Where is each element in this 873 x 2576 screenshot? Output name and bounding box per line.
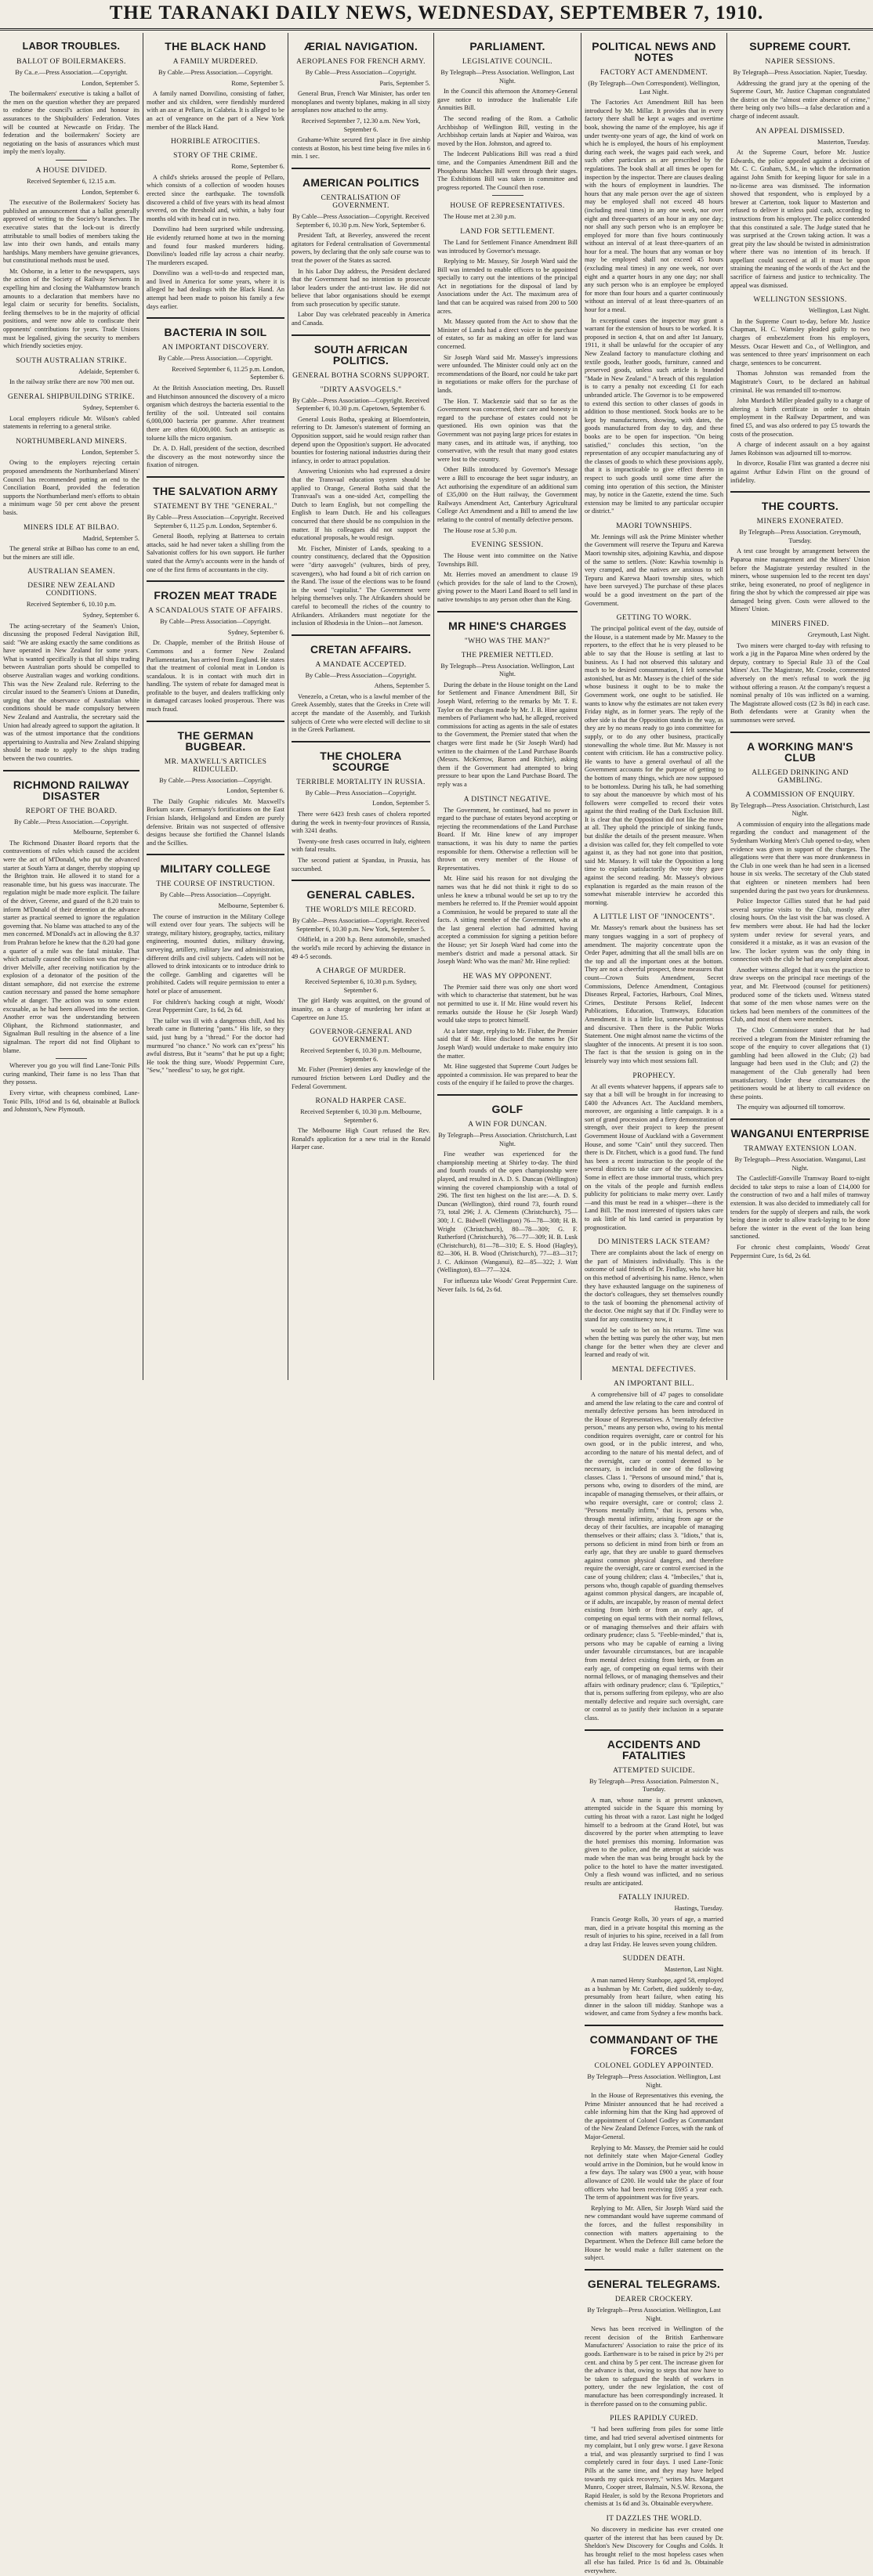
subhead-governor: GOVERNOR-GENERAL AND GOVERNMENT. — [310, 1028, 412, 1045]
paragraph: The Factories Act Amendment Bill has been introduced by Mr. Millar. It provides that in every factory there shall be kept a wages and overtime book, showing the name of the employee, his age if under twenty-one years of age, the kind of work on which he is employed, the hours of his employment during each week, the wages paid each week, and such other particulars as are prescribed by the regulations. The book shall at all times be open for inspection by the inspector. There are clauses dealing with the hours of employment in laundries. The hours that any male person over the age of sixteen may be employed shall not exceed 48 hours (including meal times) in any one week, nor over eight and three-quarters of an hour in any one day; nor shall any such person who is an employee be employed for more than five hours continuously without an interval of at least three-quarters of an hour for a meal. The hours that any woman or boy may be employed shall not exceed 45 hours (excluding meal times) in any one week, nor over eight and a quarter hours in any one day; nor shall any such person who is an employee be employed for more than four hours and a quarter continuously without an interval of at least three-quarters of an hour for a meal. — [585, 99, 723, 314]
paragraph: A charge of indecent assault on a boy against James Robinson was adjourned till to-morrow. — [730, 441, 870, 457]
dateline: Rome, September 5. — [231, 79, 284, 87]
paragraph: The executive of the Boilermakers' Society has published an announcement that a ballot generally approved of writing to the Society's branches. The executive states that the lock-out is directly attributable to small bodies of members taking the law into their own hands, and entails many hardships. Many members have genuine grievances, but constitutional methods must be used. — [3, 199, 139, 265]
paragraph: There were 6423 fresh cases of cholera reported during the week in twenty-four provinces of Russia, with 3241 deaths. — [292, 811, 430, 835]
byline: By Cable—Press Association—Copyright. Received September 6, 10.30 p.m. Capetown, September 6. — [292, 396, 429, 413]
paragraph: In the House of Representatives this evening, the Prime Minister announced that he had received a cable informing him that the King had approved of the appointment of Colonel Godley as Commandant of the New Zealand Defence Forces, with the rank of Major-General. — [585, 2092, 723, 2141]
section-divider — [147, 854, 284, 855]
paragraph: The Castlecliff-Gonville Tramway Board to-night decided to take steps to raise a loan of £14,000 for the construction of two and a half miles of tramway extension. It was also decided to immediately call for tenders for the supply of sleepers and rails, the work being done in order to allow track-laying to be done before the winter in the event of the loan being sanctioned. — [730, 1175, 870, 1241]
dateline: London, September 6. — [226, 787, 284, 795]
subhead-centralisation: CENTRALISATION OF GOVERNMENT. — [321, 193, 401, 210]
subhead-innocents: A LITTLE LIST OF "INNOCENTS". — [592, 913, 715, 922]
section-divider — [292, 880, 430, 881]
paragraph: Mr. Fischer, Minister of Lands, speaking to a country constituency, declared that the Opposition were "dirty aasvogels" (vultures, birds of prey, scavengers), who had found a bit of rich carrion on the Rand. The issue of the elections was to be found in the word "capitalist." The Government were helping themselves only. The Afrikanders should be careful to becomeall the riches of the country to Afrikanders. Afrikanders must negotiate for the inclusion of Rhodesia in the Union—not Jameson. — [292, 544, 430, 627]
paragraph: The Hon. T. Mackenzie said that so far as the Government was concerned, their care and honesty in regard to the purchase of estates could not be questioned. His own opinion was that the Government was not paying large prices for estates in many cases, and its attitude was, if anything, too conservative, with the result that many good estates were lost to the country. — [437, 397, 578, 463]
paragraph: Police Inspector Gillies stated that he had paid several surprise visits to the Club, mostly after closing hours. On the last visit the bar was closed. A few members were about. He had had the locker system under review for several years, and considered it a mistake, as it was an evasion of the law. The locker system was the only thing in connection with the club he had any complaint about. — [730, 898, 870, 963]
byline: By Cable—Press Association—Copyright. Received September 6, 10.30 p.m. New York, September 5. — [292, 917, 429, 933]
headline-hine-charges: MR HINE'S CHARGES — [448, 619, 567, 632]
subhead-aasvogels: "DIRTY AASVOGELS." — [320, 385, 402, 394]
byline: By Telegraph—Press Association. Palmerston N., Tuesday. — [589, 1777, 719, 1794]
headline-general-cables: GENERAL CABLES. — [306, 888, 415, 901]
paragraph: Mr. Osborne, in a letter to the newspapers, says the action of the Society of Railway Servants in expelling him and closing the Walthamstow branch amounts to a declaration that members have no legal claim or security for benefits. Socialists, feeling themselves to be in the majority of official positions, and were now able to confiscate their opponents' contributions for years. Trade Unions must be legalised, giving the security to members which friendly societies enjoy. — [3, 267, 139, 350]
subhead-mortality: TERRIBLE MORTALITY IN RUSSIA. — [296, 778, 426, 786]
advert-text: For chronic chest complaints, Woods' Great Peppermint Cure, 1s 6d, 2s 6d. — [730, 1243, 870, 1259]
column-6 — [727, 33, 873, 1382]
subhead-crockery: DEARER CROCKERY. — [614, 2295, 694, 2303]
paragraph: General Brun, French War Minister, has order ten monoplanes and twenty biplanes, making in all sixty aeroplanes now attached to the army. — [292, 90, 430, 114]
paragraph: Venezelo, a Cretan, who is a lawful member of the Greek Assembly, states that the Greeks in Crete will accept the mandate of the Assembly, and Turkish subjects of Crete who were elected will decline to sit in the Greek Parliament. — [292, 692, 430, 734]
byline: By Cable—Press Association—Copyright. Received September 6, 11.25 p.m. London, September 6. — [147, 513, 284, 529]
divider — [492, 195, 523, 196]
paragraph: Mr. Massey quoted from the Act to show that the Minister of Lands had a direct voice in the purchase of estates, so far as making an offer for land was concerned. — [437, 318, 578, 351]
headline-south-african-politics: SOUTH AFRICAN POLITICS. — [313, 342, 408, 367]
paragraph: The enquiry was adjourned till tomorrow. — [737, 1104, 846, 1111]
divider — [56, 160, 87, 161]
paragraph: Oldfield, in a 200 h.p. Benz automobile, smashed the world's mile record by achieving the distance in 49 4-5 seconds. — [292, 936, 430, 960]
subhead-desire-nz: DESIRE NEW ZEALAND CONDITIONS. — [27, 582, 115, 598]
paragraph: The Indecent Publications Bill was read a third time, and the Companies Amendment Bill and the Phosphorus Matches Bill went through their stages. The Exhibitions Bill was taken in committee and progress reported. The Council then rose. — [437, 150, 578, 191]
section-divider — [437, 611, 578, 612]
advert-text: "I had been suffering from piles for some little time, and had tried several advertised ointments for my complaint, but I only grew worse. I gave Rexona a trial, and was pleasantly surprised to find I was completely cured in four days. I used Lane-Tonic Pills at the same time, and they may have helped towards my quick recovery," writes Mrs. Margaret Munro, Cooper street, Balmain, N.S.W. Rexona, the Rapid Healer, is sold by the Rexona Proprietors and chemists at 1s 6d and 3s. Obtainable everywhere. — [585, 2426, 723, 2508]
byline: (By Telegraph—Own Correspondent). Wellington, Last Night. — [588, 80, 720, 96]
masthead: THE TARANAKI DAILY NEWS, WEDNESDAY, SEPTEMBER 7, 1910. — [0, 0, 873, 31]
paragraph: Grahame-White secured first place in five airship contests at Boston, his best time being five miles in 6 min. 1 sec. — [292, 136, 430, 161]
subhead-mandate: A MANDATE ACCEPTED. — [315, 660, 407, 669]
dateline: Rome, September 6. — [231, 163, 284, 171]
dateline: Sydney, September 6. — [227, 628, 284, 636]
advert-text: The tailor was ill with a dangerous chill, And his breath came in fluttering "pants." His life, so they said, just hung by a "thread." For the doctor had murmured "no chance." No work can ex"press" his awful distress, But it "seams" that he put up a fight; He took the thing sure, Woods' Peppermint Cure, "Sew," "needless" to say, he got right. — [147, 1017, 284, 1075]
subhead-sudden-death: SUDDEN DEATH. — [622, 1955, 686, 1964]
paragraph: A man, whose name is at present unknown, attempted suicide in the Square this morning by cutting his throat with a razor. Last night he lodged himself to a bedroom at the Grand Hotel, but was discovered by the porter when attempting to leave the hotel premises this morning. Information was given to the police, and the attempt at suicide was made when the man was being brought back by the police to the hotel to have the matter investigated. Only a flesh wound was inflicted, and no serious results are anticipated. — [585, 1796, 723, 1887]
paragraph: President Taft, at Beverley, answered the recent agitators for Federal centralisation of Governmental powers, by declaring that the only safe course was to treat the power of the States as sacred. — [292, 232, 430, 264]
subhead-tramway: TRAMWAY EXTENSION LOAN. — [744, 1144, 857, 1153]
headline-general-telegrams: GENERAL TELEGRAMS. — [587, 2277, 721, 2290]
subhead-ballot: BALLOT OF BOILERMAKERS. — [16, 58, 126, 66]
paragraph: Mr. Massey's remark about the business has set many tongues wagging in a sort of prophecy of amendment. The majority concentrate upon the Order Paper, admitting that all the small bills are on the top and all the important ones at the bottom. They are not a cheerful prospect, these measures that count—Crown Suits Amendment, Secret Commissions, Defence Amendment, Contagious Diseases Repeal, Factories, Harbours, Coal Mines, Crimes, Destitute Persons Relief, Indecent Publications, Education, Tramways, Education Amendment. It is a little list, somewhat portentous and discursive. Then there is the Public Works Statement. One might almost name the victims of the slaughter of the innocents. At present it is too soon. The fact is that the session is going on in the leisurely way into which most sessions fall. — [585, 924, 723, 1064]
byline: By Telegraph—Press Association. Wellington, Last Night. — [587, 2306, 721, 2322]
byline: By Cable.—Press Association.—Copyright. — [158, 355, 273, 363]
dateline: Masterton, Tuesday. — [817, 138, 870, 146]
subhead-evening: EVENING SESSION. — [471, 541, 544, 550]
subhead-house-divided: A HOUSE DIVIDED. — [35, 166, 107, 175]
section-divider — [730, 732, 870, 733]
paragraph: At the Supreme Court, before Mr. Justice Edwards, the police appealed against a decision of Mr. C. C. Graham, S.M., in which the information against John Smith for keeping liquor for sale in a no-license area was dismissed. The information showed that respondent, who is employed by a brewer at Carterton, took liquor to Masterton and refused to deliver it unless paid cash, according to instructions from his employer. The police contended that this constituted a sale. The Judge stated that he was surprised at the Crown taking action. It was a great pity the law should be twisted in administration where there was no intention of its breach. If appellant could succeed at all it must be upon straining the meaning of the words of the Act and the sacrifice of fairness and justice to technicality. The appeal was dismissed. — [730, 149, 870, 289]
paragraph: The general strike at Bilbao has come to an end, but the miners are still idle. — [3, 545, 139, 561]
advert-text: Every virtue, with cheapness combined, Lane-Tonic Pills, 10½d and 1s 6d, obtainable at Bullock and Johnston's, New Plymouth. — [3, 1089, 139, 1114]
paragraph: Fine weather was experienced for the championship meeting at Shirley to-day. The third and fourth rounds of the open championship were played, and resulted in A. D. S. Duncan (Wellington) winning the covered championship with a total of 296. The first ten highest on the list are:—A. D. S. Duncan (Wellington), third round 73, fourth round 73, total 296; J. A. Clements (Christchurch), 75—300; J. C. Bidwell (Wellington) 76—78—308; H. B. Wright (Christchurch), 80—78—309; G. F. Rutherford (Christchurch), 76—77—309; H. B. Lusk (Christchurch), 81—78—310; E. S. Hood (Hagley), 82—306, H. B. Wood (Christchurch), 77—83—317; J. C. Atkinson (Wanganui), 82—85—322; J. Watt (Wellington), 83—77—324. — [437, 1151, 578, 1274]
dateline: Received September 6, 12.15 a.m. — [27, 177, 116, 185]
dateline: London, September 5. — [372, 800, 430, 807]
subhead-sa-strike: SOUTH AUSTRALIAN STRIKE. — [16, 356, 127, 365]
headline-labor-troubles: LABOR TROUBLES. — [22, 41, 121, 52]
subhead-steam: DO MINISTERS LACK STEAM? — [598, 1238, 710, 1247]
section-divider — [292, 634, 430, 636]
subhead-who-was-man: "WHO WAS THE MAN?" — [464, 637, 551, 645]
column-2 — [143, 33, 288, 1382]
section-divider — [147, 721, 284, 722]
subhead-drinking: ALLEGED DRINKING AND GAMBLING. — [752, 768, 849, 785]
dateline: Greymouth, Last Night. — [807, 631, 870, 639]
subhead-important-bill: AN IMPORTANT BILL. — [613, 1379, 695, 1388]
byline: By Cable—Press Association—Copyright. — [305, 671, 417, 679]
subhead-house: HOUSE OF REPRESENTATIVES. — [450, 202, 565, 211]
headline-wanganui: WANGANUI ENTERPRISE — [730, 1126, 870, 1140]
subhead-australian-seamen: AUSTRALIAN SEAMEN. — [27, 568, 115, 576]
dateline: Paris, September 5. — [379, 79, 430, 87]
paragraph: A family named Donvilino, consisting of father, mother and six children, were fiendishly murdered with an axe at Pellaro, in Calabria. It is alleged to be an act of vengeance on the part of a New York member of the Black Hand. — [147, 90, 284, 131]
byline: By Telegraph—Press Association. Wanganui, Last Night. — [734, 1155, 866, 1172]
headline-accidents: ACCIDENTS AND FATALITIES — [607, 1737, 701, 1761]
paragraph: At the British Association meeting, Drs. Russell and Hutchinson announced the discovery of a micro organism which destroys the bacteria essential to the fertility of the soil. Untreated soil contains 6,000,000 bacteria per gramme. After treatment there are often 60,000,000. Such an antiseptic as toluene kills the micro organism. — [147, 385, 284, 442]
section-divider — [585, 2025, 723, 2026]
paragraph: In the railway strike there are now 700 men out. — [9, 378, 135, 386]
section-divider — [147, 580, 284, 582]
subhead-report: REPORT OF THE BOARD. — [25, 807, 118, 815]
subhead-shipbuilding: GENERAL SHIPBUILDING STRIKE. — [7, 393, 136, 401]
subhead-maori-townships: MAORI TOWNSHIPS. — [616, 522, 692, 530]
section-divider — [292, 168, 430, 169]
byline: By Cable.—Press Association.—Copyright. — [158, 69, 273, 76]
paragraph: Replying to Mr. Massey, Sir Joseph Ward said the Bill was intended to enable officers to be appointed specially to carry out the intentions of the principal Act in negotiations for the disposal of land by Associations under the Act. The maximum area of land that can be acquired was raised from 200 to 500 acres. — [437, 258, 578, 315]
dateline: Adelaide, September 6. — [78, 367, 139, 375]
headline-richmond-disaster: RICHMOND RAILWAY DISASTER — [13, 778, 130, 802]
advert-text: For children's hacking cough at night, Woods' Great Peppermint Cure, 1s 6d, 2s 6d. — [147, 998, 284, 1014]
section-divider — [3, 770, 139, 771]
paragraph: Owing to the employers rejecting certain proposed amendments the Northumberland Miners' Council has recommended putting an end to the Conciliation Board, provided the federation supports the Northumberland men's efforts to obtain a minimum wage 50 per cent above the present basis. — [3, 459, 139, 516]
byline: Received September 6, 10.30 p.m. Melbourne, September 6. — [300, 1108, 422, 1124]
paragraph: Local employers ridicule Mr. Wilson's cabled statements in referring to a general strike. — [3, 414, 139, 431]
paragraph: Francis George Rolls, 30 years of age, a married man, died in a private hospital this morning as the result of injuries to his spine, received in a fall from a dray last Friday. He leaves seven young children. — [585, 1915, 723, 1948]
paragraph: Replying to Mr. Massey, the Premier said he could not definitely state when Major-General Godley would arrive in the Dominion, but he would know in a few days. The salary was £900 a year, with house allowance of £200. He would take the place of four officers who had been receiving £695 a year each. The term of appointment was for five years. — [585, 2144, 723, 2202]
subhead-exonerated: MINERS EXONERATED. — [756, 518, 844, 526]
column-1 — [0, 33, 143, 1382]
subhead-maxwell: MR. MAXWELL'S ARTICLES RIDICULED. — [164, 757, 267, 774]
subhead-botha: GENERAL BOTHA SCORNS SUPPORT. — [292, 371, 429, 380]
section-divider — [147, 476, 284, 478]
section-divider — [292, 334, 430, 336]
paragraph: Mr. Jennings will ask the Prime Minister whether the Government will reserve the Tepuru and Karewa Maori township sites, adjoining Kawhia, and dispose of the same to settlers. (Note: Kawhia township is very cramped, and the natives are anxious to sell Tepuru and Karewa Maori township sites, which have been surveyed.) The purchase of these places would be a good investment on the part of the Government. — [585, 533, 723, 607]
byline: By Ca..e.—Press Association.—Copyright. — [15, 69, 128, 76]
byline: By Cable—Press Association—Copyright. Received September 6, 10.30 p.m. New York, September 6. — [292, 212, 429, 229]
subhead-miners-fined: MINERS FINED. — [771, 620, 829, 629]
subhead-story-of-crime: STORY OF THE CRIME. — [173, 152, 258, 161]
paragraph: General Booth, replying at Battersea to certain attacks, said he had never taken a shilling from the Salvationist coffers for his own support. He further stated that the Army's accounts were in the hands of one of the first firms of accountants in the city. — [147, 533, 284, 573]
subhead-harper: RONALD HARPER CASE. — [315, 1097, 407, 1106]
paragraph: At a later stage, replying to Mr. Fisher, the Premier said that if Mr. Hine disclosed the names he (Sir Joseph Ward) would undertake to make enquiry into the matter. — [437, 1027, 578, 1060]
paragraph: Mr. Hine said his reason for not divulging the names was that he did not think it right to do so unless he knew a tribunal would be set up to try the members he referred to. If the Premier would appoint a Commission, he would be prepared to state all the facts. A sitting member of the Government, who at the last general election had admitted having accepted a commission for signing a petition before the House; yet Sir Joseph Ward had come into the member's district and made a personal attack. Sir Joseph Ward: Who was the man? Mr. Hine replied: — [437, 875, 578, 966]
section-divider — [730, 1118, 870, 1120]
byline: By Telegraph—Press Association. Wellington, Last Night. — [587, 2072, 721, 2089]
subhead-napier: NAPIER SESSIONS. — [765, 58, 835, 66]
subhead-commission: A COMMISSION OF ENQUIRY. — [745, 790, 855, 799]
dateline: London, September 5. — [82, 79, 139, 87]
paragraph: The Land for Settlement Finance Amendment Bill was introduced by Governor's message. — [437, 238, 578, 255]
dateline: Sydney, September 6. — [82, 404, 139, 411]
section-divider — [147, 317, 284, 319]
column-5 — [581, 33, 726, 2574]
paragraph: Dr. A. D. Hall, president of the section, described the discovery as the most noteworthy since the fixation of nitrogen. — [147, 445, 284, 469]
byline: By Telegraph—Press Association. Christchurch, Last Night. — [438, 1131, 577, 1147]
section-divider — [585, 1729, 723, 1731]
paragraph: Answering Unionists who had expressed a desire that the Transvaal education system should be applied to Orange, General Botha said that the Transvaal's was a one-sided Act, compelling the Dutch to learn English, but not compelling the English to learn Dutch. He and his colleagues concurred that there should be no compulsion in the matter. If his colleagues did not support the educational proposals, he would resign. — [292, 468, 430, 542]
subhead-fatally-injured: FATALLY INJURED. — [618, 1894, 690, 1902]
headline-black-hand: THE BLACK HAND — [165, 40, 266, 52]
subhead-legislative-council: LEGISLATIVE COUNCIL. — [462, 58, 553, 66]
paragraph: In the Council this afternoon the Attorney-General gave notice to introduce the Inalienable Life Annuities Bill. — [437, 88, 578, 112]
paragraph: Other Bills introduced by Governor's Message were a Bill to encourage the beet sugar industry, an Act authorising the expenditure of an additional sum of £35,000 on the Hutt railway, the Government Railways Amendment Act, Canterbury Agricultural College Act Amendment and a Bill to amend the law relating to the control of mentally defective persons. — [437, 466, 578, 523]
paragraph: John Murdoch Miller pleaded guilty to a charge of altering a birth certificate in order to obtain employment in the Railway Department, and was fined £5, and was also ordered to pay £5 towards the costs of the prosecution. — [730, 397, 870, 438]
paragraph: would be safe to bet on his returns. Time was when the betting was purely the other way, but men change for the better when they are clever and learned and ready of wit. — [585, 1326, 723, 1359]
subhead-mile-record: THE WORLD'S MILE RECORD. — [306, 906, 416, 915]
subhead-mental-defectives: MENTAL DEFECTIVES. — [611, 1365, 697, 1374]
advert-text: For influenza take Woods' Great Peppermint Cure. Never fails. 1s 6d, 2s 6d. — [437, 1277, 578, 1293]
subhead-atrocities: HORRIBLE ATROCITIES. — [170, 138, 261, 146]
paragraph: Labor Day was celebrated peaceably in America and Canada. — [292, 311, 430, 327]
dateline: Masterton, Last Night. — [664, 1966, 723, 1974]
headline-aerial-navigation: ÆRIAL NAVIGATION. — [303, 40, 418, 52]
headline-political-news: POLITICAL NEWS AND NOTES — [592, 40, 716, 63]
paragraph: Another witness alleged that it was the practice to draw sweeps on the principal race meetings of the year, and Mr. Fleetwood (counsel for petitioners) produced some of the tickets used. Witness stated that some of the men whose names were on the tickets had been members of the committees of the Club, and most of them were members. — [730, 966, 870, 1024]
paragraph: The House went into committee on the Native Townships Bill. — [437, 552, 578, 568]
subhead-instruction: THE COURSE OF INSTRUCTION. — [156, 880, 275, 889]
paragraph: A man named Henry Stanhope, aged 58, employed as a bushman by Mr. Corbett, died suddenly to-day, presumably from heart failure, when eating his dinner in the saloon till midday. Stanhope was a widower, and came from Sydney a few months back. — [585, 1976, 723, 2018]
paragraph: The principal political event of the day, outside of the House, is a statement made by Mr. Massey to the reporters, to the effect that he is very pleased to be able to say that the House is settling at last to business. As I had not observed this salutary and much to be desired consummation, I felt somewhat astonished, but as Mr. Massey is the chief of the side whose business it ought to be to make the Government work, one ought to be satisfied. He wants to know why the estimates are not taken every Friday night, as in former years. The reply of the other side is that the Opposition stands in the way, as they are by no means ready to go into committee for supply, or to do any other business, practically stonewalling the whole time. But Mr. Massey is not content with criticism. He has a constructive policy. He wants to have a general overhaul of all the Government accounts for the purpose of getting to the bottom of many things, which are now supposed to be bottomless. During his talk, he had something to say about the manoeuvre by which most of his followers were compelled to record their votes against the third reading of the Dark Exclusion Bill. It is clear that the Opposition did not like the move at all. They uphold the principle of sinking funds, but dislike the details of the present measure. When a division was called for, they felt compelled to vote against it, as they had not gone into that position, said Mr. Massey. It will take the Opposition a long time to explain satisfactorily the vote they gave against the second reading. Mr. Massey's obvious explanation is regarded as the main reason of the somewhat miserable interview he accorded this morning. — [585, 625, 723, 906]
subhead-northumberland: NORTHUMBERLAND MINERS. — [16, 437, 127, 446]
dateline: Received September 7, 12.30 a.m. New York, September 6. — [301, 117, 421, 133]
paragraph: A test case brought by arrangement between the Paparoa mine management and the Miners' Union before the Magistrate yesterday resulted in the miners, whose suspension led to the recent ten days' strike, being exonerated, no proof of negligence in firing the shot by which the compressed air pipe was damaged being given. Costs were allowed to the Miners' Union. — [730, 547, 870, 613]
paragraph: The Club Commissioner stated that he had received a telegram from the Minister reframing the scope of the enquiry to cover allegations that (1) gambling had been allowed in the Club; (2) bad language had been used in the Club; and (2) the management of the Club generally had been unsatisfactory. Under these circumstances the petitioners would be at liberty to call evidence on these points. — [730, 1027, 870, 1100]
paragraph: There are complaints about the lack of energy on the part of Ministers individually. This is the outcome of said friends of Dr. Findlay, who have hit on this method of advertising his name. Hence, when they have exhausted language on the supineness of the doctor's colleagues, they set themselves roundly to the task of booming the phenomenal activity of the doctor. One might say that if Dr. Findlay were to stand for any constituency now, it — [585, 1249, 723, 1323]
paragraph: The girl Hardy was acquitted, on the ground of insanity, on a charge of murdering her infant at Capertree on June 15. — [292, 997, 430, 1021]
dateline: Received September 6, 10.10 p.m. — [26, 601, 117, 609]
headline-bacteria: BACTERIA IN SOIL — [164, 326, 267, 339]
paragraph: Replying to Mr. Allen, Sir Joseph Ward said the new commandant would have supreme command of the forces, and the fullest responsibility in connection with matters appertaining to the Department. When the Defence Bill came before the House he would make a fuller statement on the subject. — [585, 2204, 723, 2262]
subhead-appeal: AN APPEAL DISMISSED. — [755, 127, 845, 135]
dateline: Hastings, Tuesday. — [674, 1905, 723, 1913]
byline: By Cable—Press Association—Copyright. — [160, 618, 271, 626]
subhead-premier-nettled: THE PREMIER NETTLED. — [461, 651, 554, 659]
headline-cretan-affairs: CRETAN AFFAIRS. — [310, 642, 411, 656]
paragraph: The Government, he continued, had no power in regard to the purchase of estates beyond accepting or rejecting the recommendations of the Land Purchase Board. If Mr. Hine knew of any improper transactions, it was his duty to name the parties responsible for them. Otherwise a reflection will be thrown on every member of the House of Representatives. — [437, 806, 578, 872]
subhead-factory-act: FACTORY ACT AMENDMENT. — [600, 69, 708, 77]
subhead-opponent: HE WAS MY OPPONENT. — [462, 972, 552, 981]
dateline: Sydney, September 6. — [82, 611, 139, 619]
advert-text: Wherever you go you will find Lane-Tonic Pills curing mankind, Their fame is no less Than that they possess. — [3, 1062, 139, 1086]
subhead-negative: A DISTINCT NEGATIVE. — [463, 795, 552, 804]
dateline: Melbourne, September 6. — [73, 829, 139, 836]
byline: By Telegraph—Press Association. Napier, Tuesday. — [733, 69, 868, 76]
dateline: London, September 5. — [82, 448, 139, 456]
dateline: Wellington, Last Night. — [808, 307, 870, 315]
paragraph: A child's shrieks aroused the people of Pellaro, which consists of a collection of wooden houses erected since the earthquake. The townsfolk discovered a child of five years with its head almost severed, on the threshold and, within, a baby four months old with its head cut in two. — [147, 173, 284, 222]
dateline: Melbourne, September 6. — [218, 902, 284, 909]
subhead-family-murdered: A FAMILY MURDERED. — [172, 58, 259, 66]
advert-text: No discovery in medicine has ever created one quarter of the interest that has been caused by Dr. Sheldon's New Discovery for Coughs and Colds. It has brought relief to the most hopeless cases when all else has failed. Price 1s 6d and 3s. Obtainable everywhere. — [585, 2526, 723, 2574]
headline-parliament: PARLIAMENT. — [469, 40, 545, 52]
paragraph: The second reading of the Rom. a Catholic Archbishop of Wellington Bill, vesting in the Archbishop certain lands at Napier and Wairoa, was moved by the Hon. Johnston, and agreed to. — [437, 114, 578, 147]
paragraph: The Melbourne High Court refused the Rev. Ronald's application for a new trial in the Ronald Harper case. — [292, 1127, 430, 1151]
dateline: London, September 6. — [82, 188, 139, 196]
paragraph: During the debate in the House tonight on the Land for Settlement and Finance Amendment Bill, Sir Joseph Ward, referring to the remarks by Mr. T. E. Taylor on the charges made by Mr. J. B. Hine against members of Parliament who had, he alleged, received commissions for acting as agents in the sale of estates to the Government, the Premier stated that when the charges were first made he (Sir Joseph Ward) had written to the chairmen of the Land Purchase Boards (Messrs. McKerrow, Barron and Ritchie), asking them if the Government had attempted to bring pressure to bear upon the Land Purchase Board. The reply was a — [437, 681, 578, 788]
paragraph: A commission of enquiry into the allegations made regarding the conduct and management of the Sydenham Working Men's Club opened to-day, when evidence was given in support of the charges. The allegations were that there was more drunkenness in the Club in one week than he had seen in a licensed house in six weeks. The secretary of the Club stated that eighteen or nineteen members had been suspended during the past two years for drunkenness. — [730, 820, 870, 894]
paragraph: The Premier said there was only one short word with which to characterise that statement, but he was not permitted to use it. If Mr. Hine would revert his remarks outside the House he (Sir Joseph Ward) would take steps to protect himself. — [437, 983, 578, 1024]
paragraph: The House rose at 5.30 p.m. — [444, 526, 517, 534]
subhead-duncan: A WIN FOR DUNCAN. — [468, 1120, 547, 1129]
paragraph: Donvilino was a well-to-do and respected man, and lived in America for some years, where it is alleged he had dealings with the Black Hand. An attempt had been made to poison his family a few days earlier. — [147, 269, 284, 310]
paragraph: Addressing the grand jury at the opening of the Supreme Court, Mr. Justice Chapman congratulated the district on the "almost entire absence of crime," there being only two bills—a false declaration and a charge of indecent assault. — [730, 79, 870, 120]
paragraph: Thomas Johnston was remanded from the Magistrate's Court, to be declared an habitual criminal. He was remanded till to-morrow. — [730, 370, 870, 394]
paragraph: In divorce, Rosalie Flint was granted a decree nisi against Arthur Edwin Flint on the ground of infidelity. — [730, 460, 870, 484]
byline: By Cable—Press Association—Copyright. — [160, 891, 271, 899]
subhead-murder: A CHARGE OF MURDER. — [315, 967, 407, 976]
subhead-prophecy: PROPHECY. — [632, 1071, 676, 1080]
paragraph: The second patient at Spandau, in Prussia, has succumbed. — [292, 857, 430, 873]
headline-courts: THE COURTS. — [761, 500, 839, 513]
paragraph: In the Supreme Court to-day, before Mr. Justice Chapman, H. C. Wamsley pleaded guilty to two charges of embezzlement from his employers, Messrs. Oscar Hewett and Co., of Wellington, and was sentenced to three years' imprisonment on each charge, sentences to be concurrent. — [730, 317, 870, 367]
subhead-scandalous: A SCANDALOUS STATE OF AFFAIRS. — [148, 607, 283, 616]
paragraph: Mr. Hine suggested that Supreme Court Judges be appointed a commission. He was prepared to bear the costs of the enquiry if he failed to prove the charges. — [437, 1063, 578, 1087]
headline-american-politics: AMERICAN POLITICS — [302, 175, 419, 189]
column-4 — [434, 33, 581, 1382]
byline: By Cable—Press Association—Copyright. — [305, 69, 417, 76]
subhead-godley: COLONEL GODLEY APPOINTED. — [594, 2061, 714, 2070]
paragraph: Donvilino had been surprised while undressing. He evidently returned home at two in the morning and found four masked murderers hiding. Donvilino's loaded rifle lay across a chair nearby. The murderers escaped. — [147, 226, 284, 266]
paragraph: The Richmond Disaster Board reports that the contraventions of rules which caused the accident were the act of M'Donald, who put the advanced starter at South Yarra at danger, thereby stopping up the Brighton train. He allowed it to stand for a reasonable time, but his guess was inaccurate. The regulation might be made more explicit. The failure of the driver, Greene, and guard of the 8.20 train to inform M'Donald of their detention at the advance starter as practical seemed to ignore the regulation governing that. No blame was attached to any of the men concerned. M'Donald's act in allowing the 8.37 from Prahran before he knew that the 8.20 had gone a quarter of a mile was the fatal mistake. That which actually caused the collision was that engine-driver Melville, after receiving notification by the explosion of a detonator of the position of the distant semaphore, did not exercise the extreme caution necessary and passed the home semaphore while at danger. The action was to some extent excusable, as he had been allowed into the section. Another error was the understanding between Oliphant, the Richmond stationmaster, and Signalman Bull resulting in the absence of a line signalman. The report did not find Oliphant to blame. — [3, 839, 139, 1054]
dateline: Received September 6, 11.25 p.m. London, September 6. — [172, 365, 284, 381]
subhead-wellington-sessions: WELLINGTON SESSIONS. — [753, 296, 847, 305]
paragraph: The boilermakers' executive is taking a ballot of the men on the question whether they are prepared to endorse the council's action and honour its assurances to the Shipbuilders' Federation. Votes will be counted at Newcastle on Friday. The federation and the boilermakers' Society are negotiating on the basis of assurances which must imply the men's loyalty. — [3, 90, 139, 156]
paragraph: The Daily Graphic ridicules Mr. Maxwell's Borkum scare. Germany's fortifications on the East Frisian Islands, Heligoland and Emden are purely defensive. Britain was not suspected of offensive designs because she fortified the Channel Islands and the Scillies. — [147, 797, 284, 847]
paragraph: The House met at 2.30 p.m. — [444, 213, 516, 221]
headline-military-college: MILITARY COLLEGE — [160, 862, 271, 876]
dateline: Madrid, September 5. — [82, 534, 139, 542]
headline-cholera: THE CHOLERA SCOURGE — [320, 749, 402, 773]
column-3 — [288, 33, 433, 1382]
subhead-statement: STATEMENT BY THE "GENERAL." — [153, 502, 277, 511]
byline: By Telegraph—Press Association. Wellington, Last Night. — [440, 69, 574, 85]
section-divider — [437, 1094, 578, 1096]
subhead-discovery: AN IMPORTANT DISCOVERY. — [161, 344, 270, 352]
paragraph: Two miners were charged to-day with refusing to work a jig in the Paparoa Mine when ordered by the deputy, contrary to Special Rule 33 of the Coal Mines' Act. The Magistrate, Mr. Crooke, commented adversely on the men's refusal to work the jig without offering a reason. At the company's request a nominal penalty of 10s was inflicted on a warning. The Magistrate allowed costs (£2 3s 8d) in each case. Both defendants were at Granity when the summonses were served. — [730, 641, 870, 724]
paragraph: In exceptional cases the inspector may grant a warrant for the extension of hours to be worked. It is proposed in section 4, that on and after 1st January, 1911, it shall be unlawful for the occupier of any New Zealand factory to manufacture clothing and textile goods, leather goods, furniture, canned and preserved goods, unless such article is branded "Made in New Zealand." A breach of this regulation is to carry a penalty not exceeding £1 for each unbranded article. The Governor is to be empowered to extend this section to other classes of goods in addition to those mentioned. Stock books are to be kept by manufacturers, showing, with dates, the goods manufactured from day to day, and these books are to be open for inspection. "On being satisfied," concludes this section, "on the representation of any occupier manufacturing any of the classes of goods to which these provisions apply, that it is impracticable to give effect thereto in respect to such goods until some time after the coming into operation of this section, the Minister may, by notice in the Gazette, extend the time. Such extension may be limited to any particular occupier or district." — [585, 316, 723, 515]
dateline: Athens, September 5. — [374, 682, 430, 690]
paragraph: Mr. Herries moved an amendment to clause 19 (which provides for the sale of land to the Crown), giving power to the Maori Land Board to sell land in native townships to any person other than the King. — [437, 571, 578, 604]
byline: By Telegraph—Press Association. Greymouth, Tuesday. — [739, 529, 861, 544]
headline-golf: GOLF — [491, 1102, 523, 1115]
headline-commandant: COMMANDANT OF THE FORCES — [589, 2032, 719, 2057]
headline-german-bugbear: THE GERMAN BUGBEAR. — [177, 728, 254, 753]
paragraph: Mr. Fisher (Premier) denies any knowledge of the rumoured friction between Lord Dudley and the Federal Government. — [292, 1066, 430, 1090]
paragraph: A comprehensive bill of 47 pages to consolidate and amend the law relating to the care and control of mentally defective persons has been introduced in the House of Representatives. A "mentally defective person," means any person who, owing to his mental condition requires oversight, care or control for his own good, or in the public interest, and who, according to the nature of his mental defect, and of the oversight, care or control deemed to be necessary, is included in one of the following classes. Class 1. "Persons of unsound mind," that is, persons who, owing to disorders of the mind, are incapable of managing themselves, or their affairs, or who require oversight, care or control; class 2. "Persons mentally infirm," that is, persons who, through mental infirmity, arising from age or the decay of their faculties, are incapable of managing themselves or their affairs; class 3. "Idiots," that is, persons so deficient in mind from birth or from an early age, that they are unable to guard themselves against common physical dangers, and therefore require the oversight, care or control exercised in the case of young children; class 4. "Imbeciles," that is, persons who, though capable of guarding themselves against common physical dangers, are incapable of, or if adults, are incapable, by reason of mental defect existing from birth or from an early age, of competing on equal terms with their normal fellows, or of managing themselves and their affairs with ordinary prudence; class 5. "Feeble-minded," that is, persons who may be capable of earning a living under favourable circumstances, but are incapable from mental defect existing from birth, or from an early age, of competing on equal terms with their normal fellows, or of managing themselves and their affairs with ordinary prudence; class 6. "Epileptics," that is, persons suffering from epilepsy, who are also mentally defective and require such oversight, care or control as to justify their inclusion in a separate class. — [585, 1390, 724, 1722]
byline: Received September 6, 10.30 p.m. Melbourne, September 6. — [300, 1047, 422, 1063]
paragraph: General Louis Botha, speaking at Bloemfontein, referring to Dr. Jameson's statement of forming an Opposition support, said he would resign rather than depend upon the Opposition's support. He advocated bounties for fostering national industries during their infancy, in order to attract population. — [292, 415, 430, 464]
subhead-land: LAND FOR SETTLEMENT. — [460, 227, 555, 236]
section-divider — [292, 741, 430, 742]
byline: Received September 6, 10.30 p.m. Sydney, September 6. — [305, 978, 417, 994]
subhead-getting-to-work: GETTING TO WORK. — [616, 614, 692, 623]
byline: By Telegraph—Press Association. Wellington, Last Night. — [440, 662, 574, 678]
section-divider — [585, 2269, 723, 2271]
paragraph: In his Labor Day address, the President declared that the Government had no intention to prosecute labor leaders under the anti-trust law. He did not believe that labor organisations should be exempt from such prosecution by specific statute. — [292, 267, 430, 308]
divider — [56, 1058, 87, 1059]
headline-frozen-meat: FROZEN MEAT TRADE — [154, 589, 277, 602]
byline: By Telegraph—Press Association. Christchurch, Last Night. — [730, 801, 870, 818]
paragraph: Dr. Chapple, member of the British House of Commons and a former New Zealand Parliamentarian, has arrived from England. He states that the treatment of colonial meat in London is scandalous. It is in contact with much dirt in handling. The system of rebate for damaged meat is profitable to the buyer, and dealers trafficking only in damaged carcases looked prosperous. There was much fraud. — [147, 639, 284, 714]
byline: By Cable.—Press Association—Copyright. — [159, 776, 272, 784]
byline: By Cable—Press Association—Copyright. — [305, 789, 417, 797]
paragraph: At all events whatever happens, if appears safe to say that a bill will be brought in for increasing to £400 the Advances Act. The Auckland members, moreover, are organising a little campaign. It is a sort of grand procession and a fiery demonstration of strength, over their project to keep the present Government House of Auckland with a Government House, and some "Cain" until they succeed. Then there is Dr. Fitchett, which is a good fund. The fund has been a recent instruction to the people of the several districts to take care of the constituencies. Some in effect are those immortal trusts, which prey on the vitals of the people and furnish endless publicity for politicians to make merry over. Lastly—and this must be read in a whisper—there is the Land Bill. The most interested of tipsters takes care to ask little of his land carried in preparation by prognostication. — [585, 1082, 723, 1231]
paragraph: Twenty-one fresh cases occurred in Italy, eighteen with fatal results. — [292, 837, 430, 854]
paragraph: Sir Joseph Ward said Mr. Massey's impressions were unfounded. The Minister could only act on the recommendations of the Board, nor could he take part in negotiations or make offers for the purchase of lands. — [437, 353, 578, 394]
paragraph: The acting-secretary of the Seamen's Union, discussing the proposed Federal Navigation Bill, said: "We are asking exactly the same conditions as have operated in New Zealand for some years. What is wanted specifically is that all ships trading between Australian ports should be compelled to observe Australian wages and working conditions. This was the New Zealand rule. Referring to the circular issued to the Seamen's Unions at Dunedin, urging that the observance of Australian white conditions should be made compulsory between New Zealand and Australia, the secretary said the Union had already agreed to support the agitation. It was of the utmost importance that the conditions appertaining to Australia and New Zealand shipping should be made to apply to the ships trading between the two countries. — [3, 622, 139, 762]
subhead-piles: PILES RAPIDLY CURED. — [610, 2415, 698, 2423]
headline-salvation-army: THE SALVATION ARMY — [153, 484, 278, 497]
subhead-aeroplanes: AEROPLANES FOR FRENCH ARMY. — [296, 58, 426, 66]
section-divider — [730, 491, 870, 493]
subhead-dazzles: IT DAZZLES THE WORLD. — [606, 2515, 702, 2524]
paragraph: News has been received in Wellington of the recent decision of the British Earthenware Manufacturers' Association to raise the price of its goods. Earthenware is to be raised in price by 2½ per cent. and china by 5 per cent. The increase given for the advance is that, owing to steps that now have to be taken to safeguard the health of workers in pottery, under the new legislation, the cost of manufacture has been correspondingly increased. It is therefore passed on to the consuming public. — [585, 2325, 723, 2408]
subhead-bilbao: MINERS IDLE AT BILBAO. — [23, 523, 120, 532]
headline-working-mans-club: A WORKING MAN'S CLUB — [747, 739, 853, 764]
subhead-suicide: ATTEMPTED SUICIDE. — [613, 1766, 695, 1775]
paragraph: The course of instruction in the Military College will extend over four years. The subjects will be strategy, military history, geography, tactics, military engineering, mounted duties, military drawing, surveying, artillery, military law and administration, different drills and civil subjects. Cadets will not be allowed to drink intoxicants or to introduce drink to the college. Gambling and cigarettes will be prohibited. Cadets will require permission to enter a hotel or place of amusement. — [147, 912, 284, 995]
headline-supreme-court: SUPREME COURT. — [749, 40, 851, 52]
byline: By Cable.—Press Association.—Copyright. — [14, 818, 129, 826]
